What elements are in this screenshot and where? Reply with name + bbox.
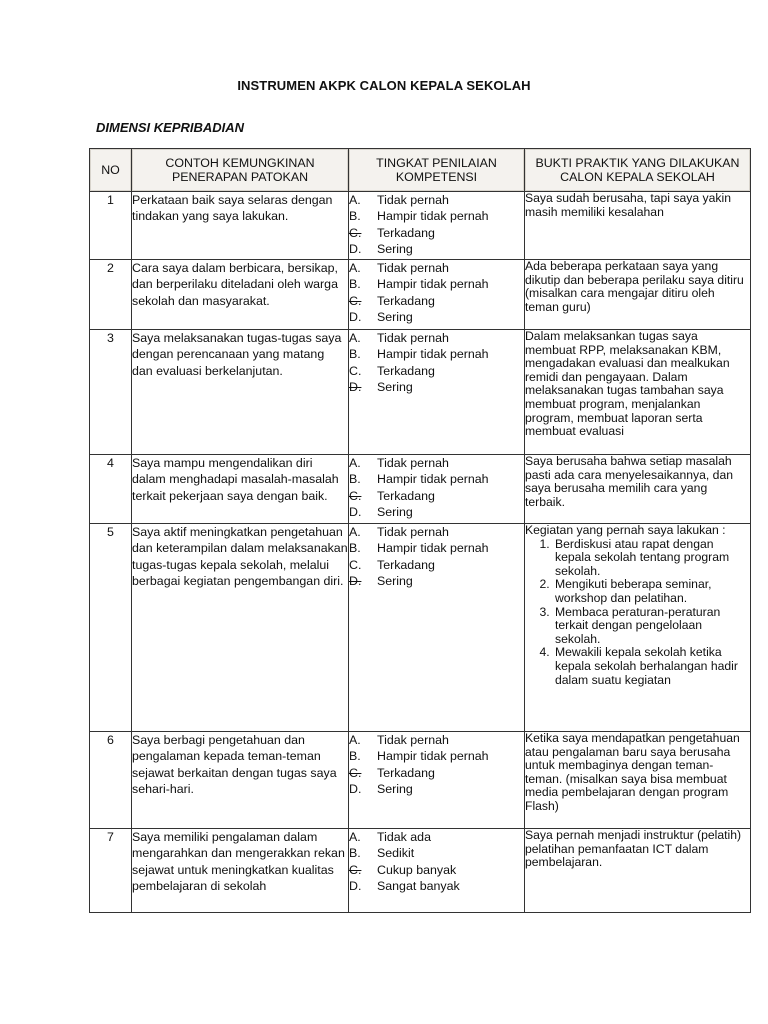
row-options xyxy=(349,330,525,455)
option-d xyxy=(349,781,524,797)
row-options xyxy=(349,455,525,524)
option-letter: C. xyxy=(349,363,362,378)
option-c xyxy=(349,293,524,309)
row-example: Saya berbagi pengetahuan dan pengalaman kepada teman-teman sejawat berkaitan dengan tugas saya sehari-hari. xyxy=(132,732,349,829)
row-number: 3 xyxy=(90,330,132,455)
row-number: 1 xyxy=(90,192,132,260)
row-evidence: Ada beberapa perkataan saya yang dikutip dan beberapa perilaku saya ditiru (misalkan cara mengajar ditiru oleh teman guru) xyxy=(525,260,751,330)
row-example: Saya memiliki pengalaman dalam mengarahkan dan mengerakkan rekan sejawat untuk meningkatkan kualitas pembelajaran di sekolah xyxy=(132,829,349,913)
option-text: Terkadang xyxy=(377,488,435,503)
row-options xyxy=(349,829,525,913)
option-text: Sering xyxy=(377,380,413,395)
header-no: NO xyxy=(90,149,132,192)
table-header-row xyxy=(90,149,751,192)
option-letter: A. xyxy=(349,193,361,207)
option-c xyxy=(349,225,524,241)
row-number: 7 xyxy=(90,829,132,913)
option-letter-struck: C. xyxy=(349,765,362,780)
table-row xyxy=(90,524,751,732)
option-letter-struck: D. xyxy=(349,574,362,589)
option-letter-struck: D. xyxy=(349,380,362,395)
option-letter: D. xyxy=(349,879,362,894)
table-row xyxy=(90,192,751,260)
option-text: Terkadang xyxy=(377,363,435,378)
evidence-list xyxy=(525,538,750,688)
option-text: Tidak pernah xyxy=(377,331,449,345)
row-example: Saya mampu mengendalikan diri dalam menghadapi masalah-masalah terkait pekerjaan saya dengan baik. xyxy=(132,455,349,524)
table-row xyxy=(90,260,751,330)
option-letter-struck: C. xyxy=(349,293,362,308)
option-letter: A. xyxy=(349,525,361,539)
option-b xyxy=(349,471,524,487)
option-letter-struck: C. xyxy=(349,862,362,877)
option-letter: D. xyxy=(349,310,362,325)
row-number: 2 xyxy=(90,260,132,330)
option-letter: A. xyxy=(349,331,361,345)
row-evidence: Saya berusaha bahwa setiap masalah pasti ada cara menyelesaikannya, dan saya berusaha memilih cara yang terbaik. xyxy=(525,455,751,524)
option-letter: B. xyxy=(349,209,361,224)
option-text: Sering xyxy=(377,782,413,797)
option-text: Terkadang xyxy=(377,557,435,572)
option-d xyxy=(349,573,524,589)
row-evidence: Saya sudah berusaha, tapi saya yakin masih memiliki kesalahan xyxy=(525,192,751,260)
option-c xyxy=(349,488,524,504)
option-d xyxy=(349,309,524,325)
option-text: Sering xyxy=(377,574,413,589)
option-b xyxy=(349,540,524,556)
row-evidence: Dalam melaksankan tugas saya membuat RPP, melaksanakan KBM, mengadakan evaluasi dan mealkukan remidi dan pengayaan. Dalam melaksanakan tugas tambahan saya membuat program, menjalankan program, membuat laporan serta membuat evaluasi xyxy=(525,330,751,455)
evidence-intro: Kegiatan yang pernah saya lakukan : xyxy=(525,523,726,537)
option-text: Tidak pernah xyxy=(377,193,449,207)
header-example: CONTOH KEMUNGKINAN PENERAPAN PATOKAN xyxy=(132,149,349,192)
option-text: Hampir tidak pernah xyxy=(377,209,489,224)
option-text: Hampir tidak pernah xyxy=(377,472,489,487)
table-row xyxy=(90,330,751,455)
row-example: Saya melaksanakan tugas-tugas saya dengan perencanaan yang matang dan evaluasi berkelanjutan. xyxy=(132,330,349,455)
option-letter: A. xyxy=(349,261,361,275)
row-example: Perkataan baik saya selaras dengan tindakan yang saya lakukan. xyxy=(132,192,349,260)
option-a xyxy=(349,260,524,276)
row-example: Saya aktif meningkatkan pengetahuan dan keterampilan dalam melaksanakan tugas-tugas kepala sekolah, melalui berbagai kegiatan pengembangan diri. xyxy=(132,524,349,732)
option-b xyxy=(349,845,524,861)
option-letter-struck: C. xyxy=(349,488,362,503)
row-example: Cara saya dalam berbicara, bersikap, dan berperilaku diteladani oleh warga sekolah dan masyarakat. xyxy=(132,260,349,330)
option-b xyxy=(349,346,524,362)
option-b xyxy=(349,208,524,224)
option-text: Tidak pernah xyxy=(377,733,449,747)
option-letter: D. xyxy=(349,782,362,797)
option-c xyxy=(349,557,524,573)
option-text: Tidak pernah xyxy=(377,525,449,539)
option-letter: B. xyxy=(349,541,361,556)
row-options xyxy=(349,732,525,829)
option-a xyxy=(349,732,524,748)
row-evidence: Ketika saya mendapatkan pengetahuan atau pengalaman baru saya berusaha untuk membaginya dengan teman-teman. (misalkan saya bisa membuat media pembelajaran dengan program Flash) xyxy=(525,732,751,829)
row-options xyxy=(349,524,525,732)
table-row xyxy=(90,732,751,829)
evidence-list-item: 2. Mengikuti beberapa seminar, workshop dan pelatihan. xyxy=(553,578,750,605)
option-letter: B. xyxy=(349,347,361,362)
option-c xyxy=(349,765,524,781)
option-text: Tidak pernah xyxy=(377,261,449,275)
option-letter: A. xyxy=(349,830,361,844)
option-letter: A. xyxy=(349,456,361,470)
option-text: Tidak ada xyxy=(377,830,431,844)
evidence-list-item: 3. Membaca peraturan-peraturan terkait dengan pengelolaan sekolah. xyxy=(553,606,750,647)
option-text: Hampir tidak pernah xyxy=(377,277,489,292)
row-number: 5 xyxy=(90,524,132,732)
option-letter: D. xyxy=(349,242,362,257)
option-a xyxy=(349,829,524,845)
option-a xyxy=(349,455,524,471)
option-text: Sering xyxy=(377,310,413,325)
option-letter: B. xyxy=(349,749,361,764)
option-text: Hampir tidak pernah xyxy=(377,749,489,764)
option-text: Hampir tidak pernah xyxy=(377,541,489,556)
option-text: Sering xyxy=(377,242,413,257)
option-a xyxy=(349,524,524,540)
row-evidence xyxy=(525,524,751,732)
option-d xyxy=(349,878,524,894)
row-number: 4 xyxy=(90,455,132,524)
option-d xyxy=(349,241,524,257)
table-row xyxy=(90,455,751,524)
option-b xyxy=(349,748,524,764)
option-text: Terkadang xyxy=(377,225,435,240)
row-options xyxy=(349,192,525,260)
option-text: Sangat banyak xyxy=(377,879,460,894)
option-text: Terkadang xyxy=(377,765,435,780)
option-text: Sedikit xyxy=(377,846,415,861)
option-letter: B. xyxy=(349,277,361,292)
evidence-list-item: 1. Berdiskusi atau rapat dengan kepala sekolah tentang program sekolah. xyxy=(553,538,750,579)
document-title: INSTRUMEN AKPK CALON KEPALA SEKOLAH xyxy=(237,78,531,93)
option-letter-struck: C. xyxy=(349,225,362,240)
option-letter: B. xyxy=(349,472,361,487)
dimension-heading: DIMENSI KEPRIBADIAN xyxy=(96,120,245,135)
row-options xyxy=(349,260,525,330)
row-number: 6 xyxy=(90,732,132,829)
option-d xyxy=(349,504,524,520)
row-evidence: Saya pernah menjadi instruktur (pelatih) pelatihan pemanfaatan ICT dalam pembelajaran. xyxy=(525,829,751,913)
option-a xyxy=(349,330,524,346)
option-text: Sering xyxy=(377,505,413,520)
option-letter: B. xyxy=(349,846,361,861)
option-c xyxy=(349,862,524,878)
option-text: Tidak pernah xyxy=(377,456,449,470)
option-letter: C. xyxy=(349,557,362,572)
option-c xyxy=(349,363,524,379)
option-text: Hampir tidak pernah xyxy=(377,347,489,362)
table-row xyxy=(90,829,751,913)
assessment-table xyxy=(89,148,751,913)
option-letter: D. xyxy=(349,505,362,520)
option-text: Terkadang xyxy=(377,293,435,308)
option-text: Cukup banyak xyxy=(377,862,457,877)
header-evidence: BUKTI PRAKTIK YANG DILAKUKAN CALON KEPALA SEKOLAH xyxy=(525,149,751,192)
evidence-list-item: 4. Mewakili kepala sekolah ketika kepala sekolah berhalangan hadir dalam suatu kegiatan xyxy=(553,646,750,687)
option-letter: A. xyxy=(349,733,361,747)
option-d xyxy=(349,379,524,395)
option-a xyxy=(349,192,524,208)
option-b xyxy=(349,276,524,292)
header-level: TINGKAT PENILAIAN KOMPETENSI xyxy=(349,149,525,192)
